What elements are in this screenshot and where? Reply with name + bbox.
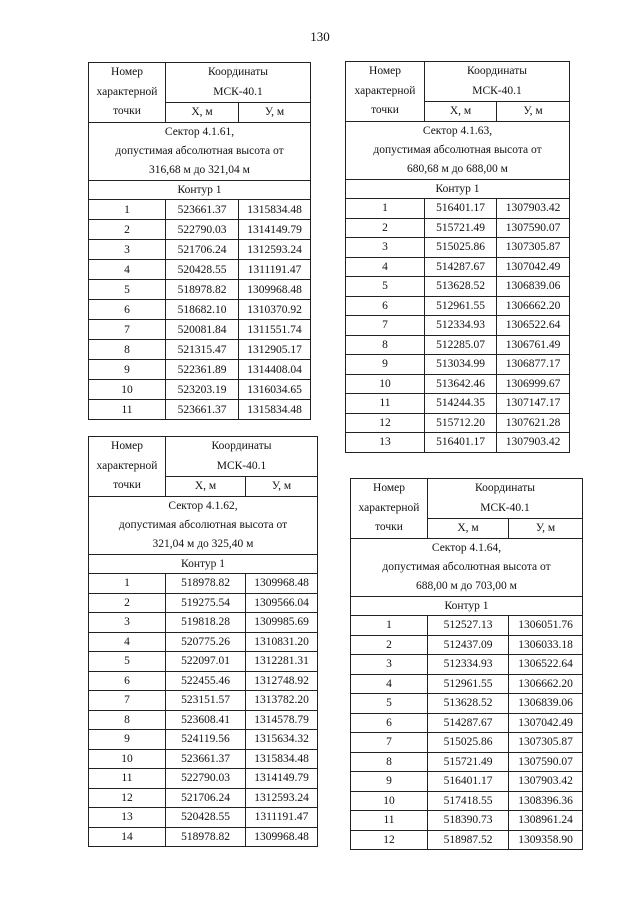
x-coordinate-cell: 518390.73	[428, 811, 509, 831]
table-row	[351, 772, 583, 792]
point-number-header-line: точки	[375, 521, 403, 533]
y-coordinate-cell: 1312281.31	[246, 652, 318, 672]
y-coordinate-cell: 1309566.04	[246, 593, 318, 613]
point-number-cell: 6	[351, 713, 428, 733]
point-number-cell: 11	[89, 769, 166, 789]
coordinate-system-label: МСК-40.1	[428, 498, 583, 518]
y-coordinate-cell: 1315834.48	[239, 400, 311, 420]
y-coordinate-cell: 1308396.36	[509, 791, 583, 811]
page-number: 130	[310, 29, 330, 44]
point-number-cell: 1	[89, 574, 166, 594]
table-row	[346, 316, 570, 336]
y-coordinate-cell: 1313782.20	[246, 691, 318, 711]
contour-label: Контур 1	[89, 555, 318, 574]
y-coordinate-cell: 1314149.79	[239, 220, 311, 240]
point-number-header	[351, 479, 428, 539]
x-coordinate-cell: 522097.01	[166, 652, 246, 672]
table-row	[351, 811, 583, 831]
table-row	[89, 808, 318, 828]
table-row	[89, 400, 311, 420]
y-coordinate-cell: 1306839.06	[497, 277, 570, 297]
y-coordinate-cell: 1311191.47	[246, 808, 318, 828]
x-coordinate-cell: 523661.37	[166, 749, 246, 769]
table-row	[89, 730, 318, 750]
x-coordinate-cell: 512527.13	[428, 616, 509, 636]
x-coordinate-cell: 520775.26	[166, 632, 246, 652]
x-coordinate-cell: 522455.46	[166, 671, 246, 691]
point-number-cell: 10	[351, 791, 428, 811]
table-row	[351, 830, 583, 850]
sector-description-line: 316,68 м до 321,04 м	[149, 164, 250, 177]
table-row	[89, 710, 318, 730]
table-row	[89, 632, 318, 652]
point-number-cell: 11	[89, 400, 166, 420]
x-coordinate-cell: 520081.84	[166, 320, 239, 340]
sector-description-line: 321,04 м до 325,40 м	[152, 538, 254, 551]
point-number-header-line: Номер	[369, 65, 401, 77]
point-number-cell: 9	[351, 772, 428, 792]
table-row	[89, 593, 318, 613]
point-number-cell: 5	[89, 652, 166, 672]
x-coordinate-cell: 516401.17	[425, 433, 497, 453]
sector-description-line: допустимая абсолютная высота от	[118, 518, 288, 531]
table-row	[346, 257, 570, 277]
table-row	[346, 394, 570, 414]
x-coordinate-cell: 521315.47	[166, 340, 239, 360]
y-coordinate-cell: 1306522.64	[497, 316, 570, 336]
point-number-header-line: характерной	[96, 459, 158, 472]
point-number-cell: 2	[351, 635, 428, 655]
table-row	[351, 713, 583, 733]
table-row	[346, 296, 570, 316]
table-row	[351, 733, 583, 753]
y-coordinate-cell: 1310370.92	[239, 300, 311, 320]
y-coordinate-cell: 1306999.67	[497, 374, 570, 394]
point-number-cell: 14	[89, 827, 166, 847]
point-number-cell: 2	[89, 593, 166, 613]
sector-description	[346, 121, 570, 180]
x-column-header: Х, м	[166, 476, 246, 496]
y-column-header: У, м	[509, 518, 583, 538]
table-row	[89, 652, 318, 672]
point-number-cell: 2	[346, 218, 425, 238]
sector-description-line: допустимая абсолютная высота от	[382, 560, 551, 573]
point-number-cell: 8	[351, 752, 428, 772]
point-number-cell: 11	[346, 394, 425, 414]
y-coordinate-cell: 1307590.07	[497, 218, 570, 238]
point-number-cell: 13	[89, 808, 166, 828]
y-column-header: У, м	[239, 102, 311, 122]
point-number-cell: 8	[89, 710, 166, 730]
x-coordinate-cell: 512285.07	[425, 335, 497, 355]
x-coordinate-cell: 518987.52	[428, 830, 509, 850]
x-coordinate-cell: 515712.20	[425, 413, 497, 433]
sector-description-line: Сектор 4.1.61,	[164, 125, 235, 138]
x-coordinate-cell: 518978.82	[166, 280, 239, 300]
y-column-header: У, м	[497, 101, 570, 121]
point-number-cell: 9	[89, 360, 166, 380]
contour-label: Контур 1	[346, 180, 570, 199]
sector-description-line: Сектор 4.1.63,	[422, 124, 493, 137]
x-coordinate-cell: 522361.89	[166, 360, 239, 380]
y-coordinate-cell: 1314578.79	[246, 710, 318, 730]
y-coordinate-cell: 1306877.17	[497, 355, 570, 375]
table-row	[89, 340, 311, 360]
point-number-cell: 7	[89, 691, 166, 711]
y-coordinate-cell: 1310831.20	[246, 632, 318, 652]
x-coordinate-cell: 512961.55	[425, 296, 497, 316]
point-number-cell: 9	[346, 355, 425, 375]
point-number-cell: 5	[89, 280, 166, 300]
x-coordinate-cell: 518978.82	[166, 827, 246, 847]
x-coordinate-cell: 512334.93	[428, 655, 509, 675]
point-number-cell: 12	[346, 413, 425, 433]
table-row	[89, 827, 318, 847]
table-row	[351, 752, 583, 772]
table-row	[89, 769, 318, 789]
y-coordinate-cell: 1315834.48	[239, 200, 311, 220]
coordinates-header: Координаты	[425, 62, 570, 82]
point-number-cell: 10	[89, 749, 166, 769]
y-coordinate-cell: 1306662.20	[509, 674, 583, 694]
x-coordinate-cell: 516401.17	[425, 199, 497, 219]
contour-label: Контур 1	[351, 597, 583, 616]
table-row	[351, 616, 583, 636]
x-coordinate-cell: 514287.67	[425, 257, 497, 277]
sector-description	[89, 122, 311, 181]
y-coordinate-cell: 1309968.48	[246, 574, 318, 594]
table-row	[89, 613, 318, 633]
x-coordinate-cell: 518682.10	[166, 300, 239, 320]
y-coordinate-cell: 1306662.20	[497, 296, 570, 316]
y-coordinate-cell: 1316034.65	[239, 380, 311, 400]
x-coordinate-cell: 524119.56	[166, 730, 246, 750]
y-coordinate-cell: 1307903.42	[497, 433, 570, 453]
y-coordinate-cell: 1311551.74	[239, 320, 311, 340]
x-coordinate-cell: 519818.28	[166, 613, 246, 633]
table-row	[89, 320, 311, 340]
contour-label: Контур 1	[89, 181, 311, 200]
x-coordinate-cell: 523608.41	[166, 710, 246, 730]
point-number-cell: 5	[346, 277, 425, 297]
point-number-cell: 4	[89, 260, 166, 280]
table-row	[346, 413, 570, 433]
point-number-cell: 1	[351, 616, 428, 636]
point-number-cell: 12	[351, 830, 428, 850]
x-coordinate-cell: 513628.52	[428, 694, 509, 714]
y-coordinate-cell: 1309968.48	[239, 280, 311, 300]
sector-description-line: допустимая абсолютная высота от	[115, 144, 284, 157]
x-coordinate-cell: 516401.17	[428, 772, 509, 792]
point-number-cell: 9	[89, 730, 166, 750]
sector-description-line: допустимая абсолютная высота от	[373, 143, 542, 156]
point-number-header-line: характерной	[354, 84, 416, 97]
x-column-header: Х, м	[428, 518, 509, 538]
x-coordinate-cell: 513628.52	[425, 277, 497, 297]
y-coordinate-cell: 1312905.17	[239, 340, 311, 360]
x-coordinate-cell: 523661.37	[166, 400, 239, 420]
x-coordinate-cell: 512334.93	[425, 316, 497, 336]
y-coordinate-cell: 1312593.24	[239, 240, 311, 260]
y-coordinate-cell: 1314149.79	[246, 769, 318, 789]
y-coordinate-cell: 1307305.87	[497, 238, 570, 258]
point-number-header-line: Номер	[111, 440, 143, 452]
x-coordinate-cell: 523661.37	[166, 200, 239, 220]
point-number-cell: 5	[351, 694, 428, 714]
point-number-cell: 12	[89, 788, 166, 808]
table-row	[89, 220, 311, 240]
y-coordinate-cell: 1307147.17	[497, 394, 570, 414]
x-coordinate-cell: 514244.35	[425, 394, 497, 414]
table-row	[346, 218, 570, 238]
y-coordinate-cell: 1306051.76	[509, 616, 583, 636]
table-row	[89, 360, 311, 380]
sector-description-line: Сектор 4.1.62,	[168, 499, 238, 512]
point-number-cell: 8	[89, 340, 166, 360]
y-coordinate-cell: 1312593.24	[246, 788, 318, 808]
table-row	[346, 374, 570, 394]
coordinates-table	[88, 62, 311, 420]
y-coordinate-cell: 1309968.48	[246, 827, 318, 847]
x-coordinate-cell: 522790.03	[166, 769, 246, 789]
y-coordinate-cell: 1307590.07	[509, 752, 583, 772]
point-number-cell: 11	[351, 811, 428, 831]
table-row	[89, 280, 311, 300]
y-coordinate-cell: 1306522.64	[509, 655, 583, 675]
point-number-header-line: Номер	[111, 66, 143, 78]
y-coordinate-cell: 1307042.49	[509, 713, 583, 733]
point-number-cell: 4	[89, 632, 166, 652]
point-number-header	[346, 62, 425, 122]
point-number-header-line: характерной	[358, 501, 420, 514]
y-coordinate-cell: 1306839.06	[509, 694, 583, 714]
x-coordinate-cell: 515721.49	[428, 752, 509, 772]
coordinates-table	[350, 478, 583, 850]
coordinates-table	[345, 61, 570, 453]
y-coordinate-cell: 1307305.87	[509, 733, 583, 753]
table-row	[89, 260, 311, 280]
x-coordinate-cell: 512437.09	[428, 635, 509, 655]
coordinates-header: Координаты	[166, 437, 318, 457]
point-number-cell: 1	[346, 199, 425, 219]
point-number-cell: 3	[89, 613, 166, 633]
table-row	[351, 655, 583, 675]
coordinates-header: Координаты	[428, 479, 583, 499]
point-number-header-line: точки	[113, 479, 141, 491]
y-coordinate-cell: 1307042.49	[497, 257, 570, 277]
x-coordinate-cell: 517418.55	[428, 791, 509, 811]
table-row	[346, 355, 570, 375]
x-coordinate-cell: 521706.24	[166, 788, 246, 808]
sector-description-line: 680,68 м до 688,00 м	[407, 163, 508, 176]
point-number-cell: 3	[89, 240, 166, 260]
point-number-cell: 13	[346, 433, 425, 453]
point-number-cell: 8	[346, 335, 425, 355]
table-row	[89, 240, 311, 260]
x-coordinate-cell: 523151.57	[166, 691, 246, 711]
point-number-cell: 3	[351, 655, 428, 675]
point-number-cell: 3	[346, 238, 425, 258]
table-row	[351, 791, 583, 811]
x-coordinate-cell: 522790.03	[166, 220, 239, 240]
table-row	[89, 691, 318, 711]
table-row	[351, 694, 583, 714]
table-row	[89, 574, 318, 594]
x-coordinate-cell: 513642.46	[425, 374, 497, 394]
x-coordinate-cell: 513034.99	[425, 355, 497, 375]
y-coordinate-cell: 1306033.18	[509, 635, 583, 655]
point-number-cell: 10	[89, 380, 166, 400]
x-column-header: Х, м	[425, 101, 497, 121]
table-row	[346, 199, 570, 219]
x-coordinate-cell: 514287.67	[428, 713, 509, 733]
table-row	[89, 200, 311, 220]
table-row	[89, 380, 311, 400]
x-coordinate-cell: 520428.55	[166, 260, 239, 280]
coordinate-system-label: МСК-40.1	[425, 81, 570, 101]
point-number-header	[89, 63, 166, 123]
y-coordinate-cell: 1314408.04	[239, 360, 311, 380]
sector-description-line: Сектор 4.1.64,	[431, 541, 502, 554]
table-row	[351, 674, 583, 694]
point-number-cell: 6	[89, 671, 166, 691]
point-number-header-line: характерной	[96, 85, 158, 98]
y-coordinate-cell: 1308961.24	[509, 811, 583, 831]
point-number-cell: 4	[346, 257, 425, 277]
table-row	[89, 671, 318, 691]
point-number-cell: 6	[89, 300, 166, 320]
y-coordinate-cell: 1307621.28	[497, 413, 570, 433]
y-coordinate-cell: 1315634.32	[246, 730, 318, 750]
point-number-cell: 10	[346, 374, 425, 394]
table-row	[89, 788, 318, 808]
x-coordinate-cell: 520428.55	[166, 808, 246, 828]
x-column-header: Х, м	[166, 102, 239, 122]
coordinates-table	[88, 436, 318, 847]
x-coordinate-cell: 521706.24	[166, 240, 239, 260]
y-coordinate-cell: 1309985.69	[246, 613, 318, 633]
sector-description	[89, 496, 318, 555]
sector-description-line: 688,00 м до 703,00 м	[416, 580, 517, 593]
table-row	[346, 335, 570, 355]
table-row	[346, 433, 570, 453]
y-coordinate-cell: 1306761.49	[497, 335, 570, 355]
coordinate-system-label: МСК-40.1	[166, 456, 318, 476]
point-number-cell: 7	[89, 320, 166, 340]
point-number-header	[89, 437, 166, 497]
y-coordinate-cell: 1307903.42	[497, 199, 570, 219]
table-row	[89, 749, 318, 769]
point-number-header-line: Номер	[373, 482, 405, 494]
point-number-cell: 4	[351, 674, 428, 694]
x-coordinate-cell: 523203.19	[166, 380, 239, 400]
coordinate-system-label: МСК-40.1	[166, 82, 311, 102]
point-number-cell: 1	[89, 200, 166, 220]
table-row	[351, 635, 583, 655]
y-coordinate-cell: 1315834.48	[246, 749, 318, 769]
x-coordinate-cell: 515025.86	[425, 238, 497, 258]
table-row	[346, 277, 570, 297]
y-column-header: У, м	[246, 476, 318, 496]
point-number-cell: 6	[346, 296, 425, 316]
x-coordinate-cell: 519275.54	[166, 593, 246, 613]
y-coordinate-cell: 1311191.47	[239, 260, 311, 280]
sector-description	[351, 538, 583, 597]
point-number-cell: 7	[351, 733, 428, 753]
y-coordinate-cell: 1309358.90	[509, 830, 583, 850]
x-coordinate-cell: 512961.55	[428, 674, 509, 694]
y-coordinate-cell: 1307903.42	[509, 772, 583, 792]
table-row	[346, 238, 570, 258]
x-coordinate-cell: 518978.82	[166, 574, 246, 594]
x-coordinate-cell: 515721.49	[425, 218, 497, 238]
point-number-header-line: точки	[113, 105, 141, 117]
y-coordinate-cell: 1312748.92	[246, 671, 318, 691]
table-row	[89, 300, 311, 320]
coordinates-header: Координаты	[166, 63, 311, 83]
x-coordinate-cell: 515025.86	[428, 733, 509, 753]
point-number-header-line: точки	[371, 104, 399, 116]
point-number-cell: 2	[89, 220, 166, 240]
point-number-cell: 7	[346, 316, 425, 336]
